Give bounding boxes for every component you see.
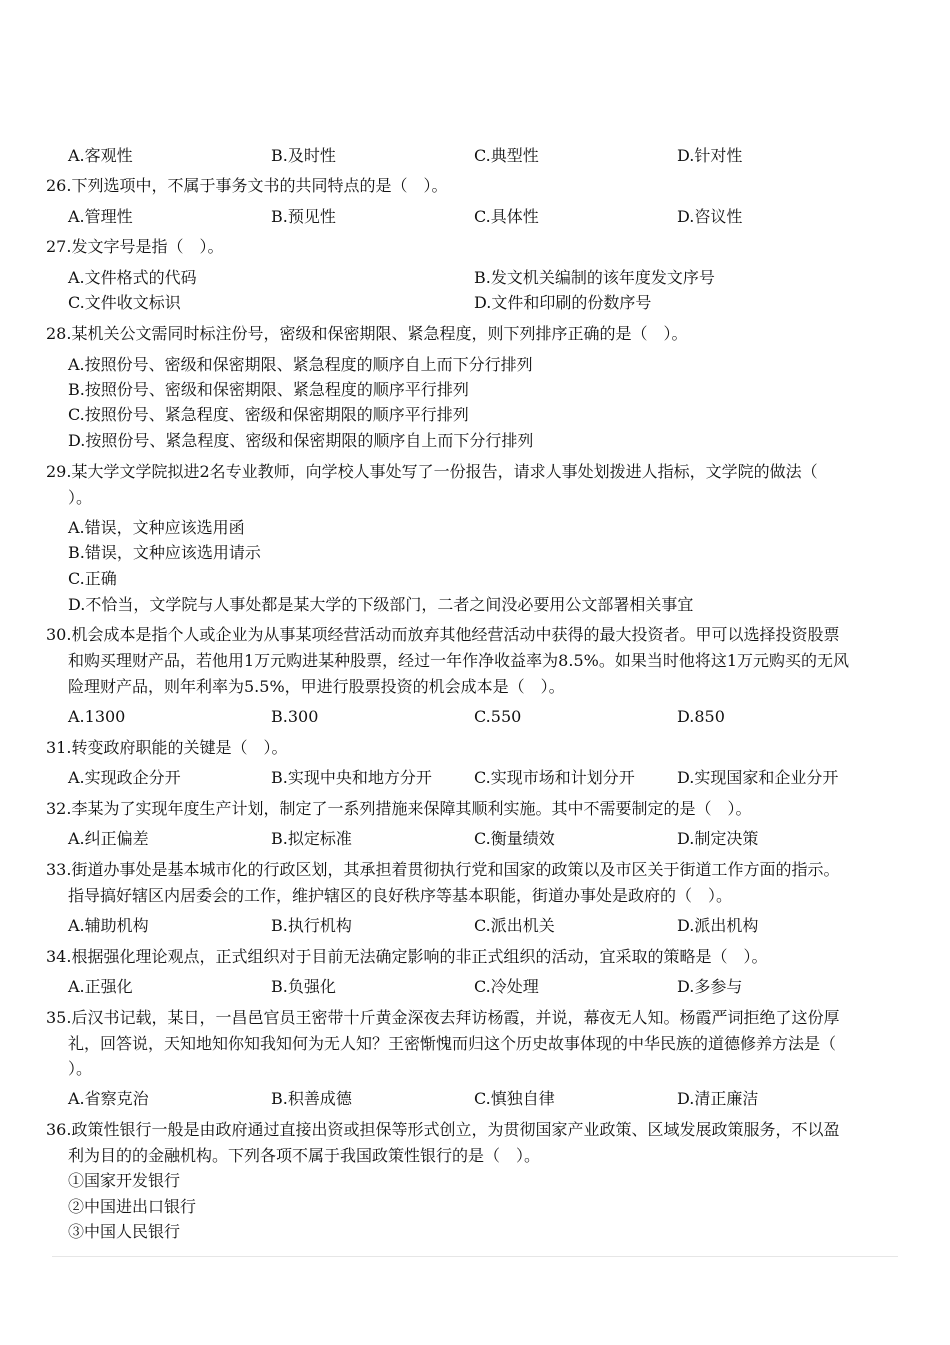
q33-option-a: A.辅助机构 <box>68 916 149 935</box>
q36-item-1: ①国家开发银行 <box>68 1171 181 1190</box>
q26-option-d: D.咨议性 <box>677 207 743 226</box>
q27-option-d: D.文件和印刷的份数序号 <box>474 293 652 312</box>
q34-option-c: C.冷处理 <box>474 977 539 996</box>
q33-option-b: B.执行机构 <box>271 916 352 935</box>
q29-option-d: D.不恰当，文学院与人事处都是某大学的下级部门，二者之间没必要用公文部署相关事宜 <box>68 595 694 614</box>
q35-option-c: C.慎独自律 <box>474 1089 555 1108</box>
q29-stem-line-1: 29.某大学文学院拟进2名专业教师，向学校人事处写了一份报告，请求人事处划拨进人指标，文学院的做法（ <box>46 462 818 481</box>
q28-option-a: A.按照份号、密级和保密期限、紧急程度的顺序自上而下分行排列 <box>68 355 533 374</box>
q27-stem: 27.发文字号是指（ ）。 <box>46 237 224 256</box>
q28-option-d: D.按照份号、紧急程度、密级和保密期限的顺序自上而下分行排列 <box>68 431 534 450</box>
q34-option-b: B.负强化 <box>271 977 336 996</box>
q30-option-a: A.1300 <box>68 707 126 726</box>
q35-option-d: D.清正廉洁 <box>677 1089 759 1108</box>
q30-stem-line-3: 险理财产品，则年利率为5.5%，甲进行股票投资的机会成本是（ ）。 <box>68 677 565 696</box>
q35-stem-line-3: ）。 <box>68 1059 93 1078</box>
q25-option-c: C.典型性 <box>474 146 539 165</box>
q26-stem: 26.下列选项中，不属于事务文书的共同特点的是（ ）。 <box>46 176 448 195</box>
q25-option-d: D.针对性 <box>677 146 743 165</box>
q35-option-a: A.省察克治 <box>68 1089 149 1108</box>
q30-option-b: B.300 <box>271 707 319 726</box>
q32-option-c: C.衡量绩效 <box>474 829 555 848</box>
q31-option-b: B.实现中央和地方分开 <box>271 768 432 787</box>
q30-stem-line-1: 30.机会成本是指个人或企业为从事某项经营活动而放弃其他经营活动中获得的最大投资者。甲可以选择投资股票 <box>46 625 840 644</box>
q30-stem-line-2: 和购买理财产品，若他用1万元购进某种股票，经过一年作净收益率为8.5%。如果当时他将这1万元购买的无风 <box>68 651 850 670</box>
q32-option-b: B.拟定标准 <box>271 829 352 848</box>
q32-option-a: A.纠正偏差 <box>68 829 149 848</box>
q28-option-c: C.按照份号、紧急程度、密级和保密期限的顺序平行排列 <box>68 405 469 424</box>
q35-stem-line-1: 35.后汉书记载，某日，一昌邑官员王密带十斤黄金深夜去拜访杨霞，并说，幕夜无人知。杨霞严词拒绝了这份厚 <box>46 1008 840 1027</box>
q34-option-d: D.多参与 <box>677 977 743 996</box>
q27-option-b: B.发文机关编制的该年度发文序号 <box>474 268 715 287</box>
q25-option-a: A.客观性 <box>68 146 133 165</box>
q33-option-c: C.派出机关 <box>474 916 555 935</box>
q34-option-a: A.正强化 <box>68 977 133 996</box>
q35-stem-line-2: 礼，回答说，天知地知你知我知何为无人知？王密惭愧而归这个历史故事体现的中华民族的道德修养方法是（ <box>68 1034 837 1053</box>
q36-stem-line-1: 36.政策性银行一般是由政府通过直接出资或担保等形式创立，为贯彻国家产业政策、区域发展政策服务，不以盈 <box>46 1120 840 1139</box>
q30-option-d: D.850 <box>677 707 725 726</box>
q29-option-c: C.正确 <box>68 569 117 588</box>
q25-option-b: B.及时性 <box>271 146 336 165</box>
q29-option-b: B.错误，文种应该选用请示 <box>68 543 261 562</box>
q33-stem-line-2: 指导搞好辖区内居委会的工作，维护辖区的良好秩序等基本职能，街道办事处是政府的（ ）。 <box>68 886 733 905</box>
q29-option-a: A.错误，文种应该选用函 <box>68 518 245 537</box>
q36-item-3: ③中国人民银行 <box>68 1222 181 1241</box>
q26-option-a: A.管理性 <box>68 207 133 226</box>
q33-stem-line-1: 33.街道办事处是基本城市化的行政区划，其承担着贯彻执行党和国家的政策以及市区关于街道工作方面的指示。 <box>46 860 840 879</box>
q27-option-c: C.文件收文标识 <box>68 293 181 312</box>
q36-stem-line-2: 利为目的的金融机构。下列各项不属于我国政策性银行的是（ ）。 <box>68 1146 541 1165</box>
q26-option-c: C.具体性 <box>474 207 539 226</box>
q31-option-a: A.实现政企分开 <box>68 768 181 787</box>
page-bottom-divider <box>52 1256 898 1257</box>
q29-stem-line-2: ）。 <box>68 488 93 507</box>
q28-option-b: B.按照份号、密级和保密期限、紧急程度的顺序平行排列 <box>68 380 469 399</box>
q35-option-b: B.积善成德 <box>271 1089 352 1108</box>
q32-stem: 32.李某为了实现年度生产计划，制定了一系列措施来保障其顺利实施。其中不需要制定的是（ ）。 <box>46 799 752 818</box>
q33-option-d: D.派出机构 <box>677 916 759 935</box>
q31-stem: 31.转变政府职能的关键是（ ）。 <box>46 738 288 757</box>
q30-option-c: C.550 <box>474 707 522 726</box>
q36-item-2: ②中国进出口银行 <box>68 1197 197 1216</box>
q27-option-a: A.文件格式的代码 <box>68 268 197 287</box>
q34-stem: 34.根据强化理论观点，正式组织对于目前无法确定影响的非正式组织的活动，宜采取的策略是（ ）。 <box>46 947 768 966</box>
q26-option-b: B.预见性 <box>271 207 336 226</box>
q31-option-d: D.实现国家和企业分开 <box>677 768 839 787</box>
q31-option-c: C.实现市场和计划分开 <box>474 768 635 787</box>
q28-stem: 28.某机关公文需同时标注份号，密级和保密期限、紧急程度，则下列排序正确的是（ ）。 <box>46 324 688 343</box>
q32-option-d: D.制定决策 <box>677 829 759 848</box>
